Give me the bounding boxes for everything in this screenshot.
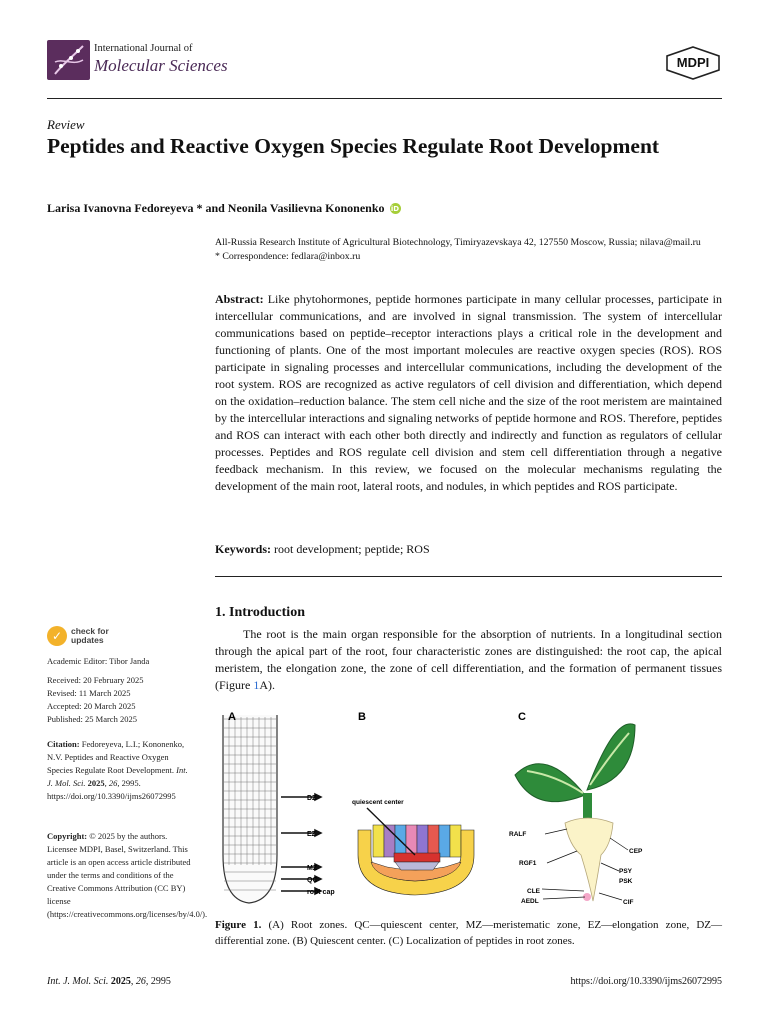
panel-a-root-drawing <box>223 715 277 903</box>
footer-year: 2025 <box>110 976 131 987</box>
label-mz: MZ <box>307 865 318 872</box>
published-date: Published: 25 March 2025 <box>47 714 137 724</box>
received-date: Received: 20 February 2025 <box>47 675 144 685</box>
footer-volume: 26 <box>135 976 146 987</box>
label-psk: PSK <box>619 878 633 885</box>
check-icon: ✓ <box>47 626 67 646</box>
dates-block <box>47 674 197 726</box>
qc-cell <box>439 825 450 857</box>
label-aedl: AEDL <box>521 898 539 905</box>
mdpi-logo-text: MDPI <box>676 55 710 70</box>
caption-text: (A) Root zones. QC—quiescent center, MZ—meristematic zone, EZ—elongation zone, DZ—differential zone. (B) Quiescent center. (C) Localization of peptides in root zones. <box>215 919 722 947</box>
academic-editor: Academic Editor: Tibor Janda <box>47 656 150 666</box>
footer-journal: Int. J. Mol. Sci. <box>47 976 109 987</box>
citation-label: Citation: <box>47 739 80 749</box>
abstract-text: Like phytohormones, peptide hormones participate in many cellular processes, participate in intercellular communications, and are involved in signal transmission. The system of intercellular communications based on peptide–receptor interactions plays a critical role in the development and functioning of plants. One of the most important molecules are reactive oxygen species (ROS). ROS participate in signaling processes and intercellular communications, including the development of the root system. ROS are recognized as active regulators of cell division and differentiation, which depend on the oxidation–reduction balance. The stem cell niche and the size of the root meristem are maintained by the intercellular interactions and signaling networks of peptide hormone and ROS. Therefore, peptides and ROS can interact with each other both directly and indirectly and function as regulators of cellular processes. Peptides and ROS regulate cell division and stem cell differentiation through a negative feedback mechanism. In this review, we focused on the molecular mechanisms regulating the development of the main root, lateral roots, and nodules, in which peptides and ROS participate. <box>215 292 723 493</box>
caption-label: Figure 1. <box>215 919 262 931</box>
intro-paragraph <box>215 626 722 694</box>
label-psy: PSY <box>619 868 633 875</box>
journal-name-line1: International Journal of <box>94 43 193 54</box>
header-rule <box>47 98 722 99</box>
label-qc: QC <box>307 877 318 884</box>
panel-c-label: C <box>518 711 526 723</box>
abstract-rule <box>215 576 722 577</box>
check-line1: check for <box>71 626 109 636</box>
panel-b-label: B <box>358 711 366 723</box>
article-title: Peptides and Reactive Oxygen Species Regulate Root Development <box>47 134 660 158</box>
journal-name-line2: Molecular Sciences <box>94 56 228 75</box>
author-list <box>47 201 401 216</box>
panel-b-quiescent-diagram <box>358 825 474 895</box>
figure-1-svg <box>215 705 722 910</box>
panel-a-label: A <box>228 711 236 723</box>
check-line2: updates <box>71 635 104 645</box>
orcid-icon[interactable]: iD <box>390 204 400 213</box>
check-for-updates-button[interactable] <box>47 626 109 646</box>
accepted-date: Accepted: 20 March 2025 <box>47 701 136 711</box>
footer-page: , 2995 <box>145 976 171 987</box>
article-type: Review <box>47 117 85 132</box>
abstract <box>215 291 722 495</box>
label-cle: CLE <box>527 888 540 895</box>
copyright-text: © 2025 by the authors. Licensee MDPI, Basel, Switzerland. This article is an open access article distributed under the terms and conditions of the Creative Commons Attribution (CC BY) license (https://creativecommons.org/licenses/by/4.0/). <box>47 831 208 919</box>
citation-journal: Int. J. Mol. Sci. <box>47 765 188 788</box>
citation-block: Citation: Fedoreyeva, L.I.; Kononenko, N.V. Peptides and Reactive Oxygen Species Regulate Root Development. Int. J. Mol. Sci. 2025, 26, 2995. https://doi.org/10.3390/ijms26072995 <box>47 739 188 801</box>
label-cep: CEP <box>629 848 643 855</box>
abstract-label: Abstract: <box>215 292 264 306</box>
keywords <box>215 542 430 557</box>
columella-stem-cells <box>395 862 439 870</box>
copyright-label: Copyright: <box>47 831 88 841</box>
qc-cell <box>450 825 461 857</box>
citation-text: Fedoreyeva, L.I.; Kononenko, N.V. Peptides and Reactive Oxygen Species Regulate Root Development. <box>47 739 185 775</box>
label-quiescent-center: quiescent center <box>352 799 404 806</box>
journal-logo <box>47 40 90 80</box>
intro-text-after: A). <box>259 678 275 692</box>
affiliation: All-Russia Research Institute of Agricultural Biotechnology, Timiryazevskaya 42, 127550 Moscow, Russia; nilava@mail.ru <box>215 237 701 248</box>
authors-text: Larisa Ivanovna Fedoreyeva * and Neonila Vasilievna Kononenko <box>47 201 385 215</box>
footer-citation: Int. J. Mol. Sci. 2025, 26, 2995 <box>47 976 171 987</box>
mdpi-logo[interactable] <box>665 46 721 80</box>
intro-text-before: The root is the main organ responsible for the absorption of nutrients. In a longitudinal section through the apical part of the root, four characteristic zones are distinguished: the root cap, the apical meristem, the elongation zone, the zone of cell differentiation, and the formation of permanent tissues (Figure <box>215 627 722 692</box>
qc-cell <box>417 825 428 857</box>
quiescent-center-cells <box>394 853 440 862</box>
label-ralf: RALF <box>509 831 527 838</box>
qc-cell <box>428 825 439 857</box>
label-ez: EZ <box>307 831 316 838</box>
label-rgf1: RGF1 <box>519 860 537 867</box>
label-dz: DZ <box>307 795 317 802</box>
figure-1-link[interactable]: 1 <box>253 678 260 692</box>
correspondence: * Correspondence: fedlara@inbox.ru <box>215 251 361 262</box>
footer-doi-link[interactable]: https://doi.org/10.3390/ijms26072995 <box>570 976 722 987</box>
label-root-cap: root cap <box>307 889 335 896</box>
affiliation-block <box>215 236 720 264</box>
copyright-block <box>47 830 208 921</box>
figure-1-caption <box>215 917 722 949</box>
figure-1 <box>215 705 722 910</box>
keywords-label: Keywords: <box>215 542 271 556</box>
revised-date: Revised: 11 March 2025 <box>47 688 131 698</box>
citation-year: 2025 <box>87 778 105 788</box>
section-heading-introduction: 1. Introduction <box>215 605 305 620</box>
keywords-text: root development; peptide; ROS <box>274 542 430 556</box>
label-cif: CIF <box>623 899 634 906</box>
citation-rest[interactable]: , 2995. https://doi.org/10.3390/ijms26072995 <box>47 778 176 801</box>
citation-volume: 26 <box>108 778 118 788</box>
panel-c-plant-drawing <box>515 724 635 901</box>
qc-cell <box>373 825 384 857</box>
